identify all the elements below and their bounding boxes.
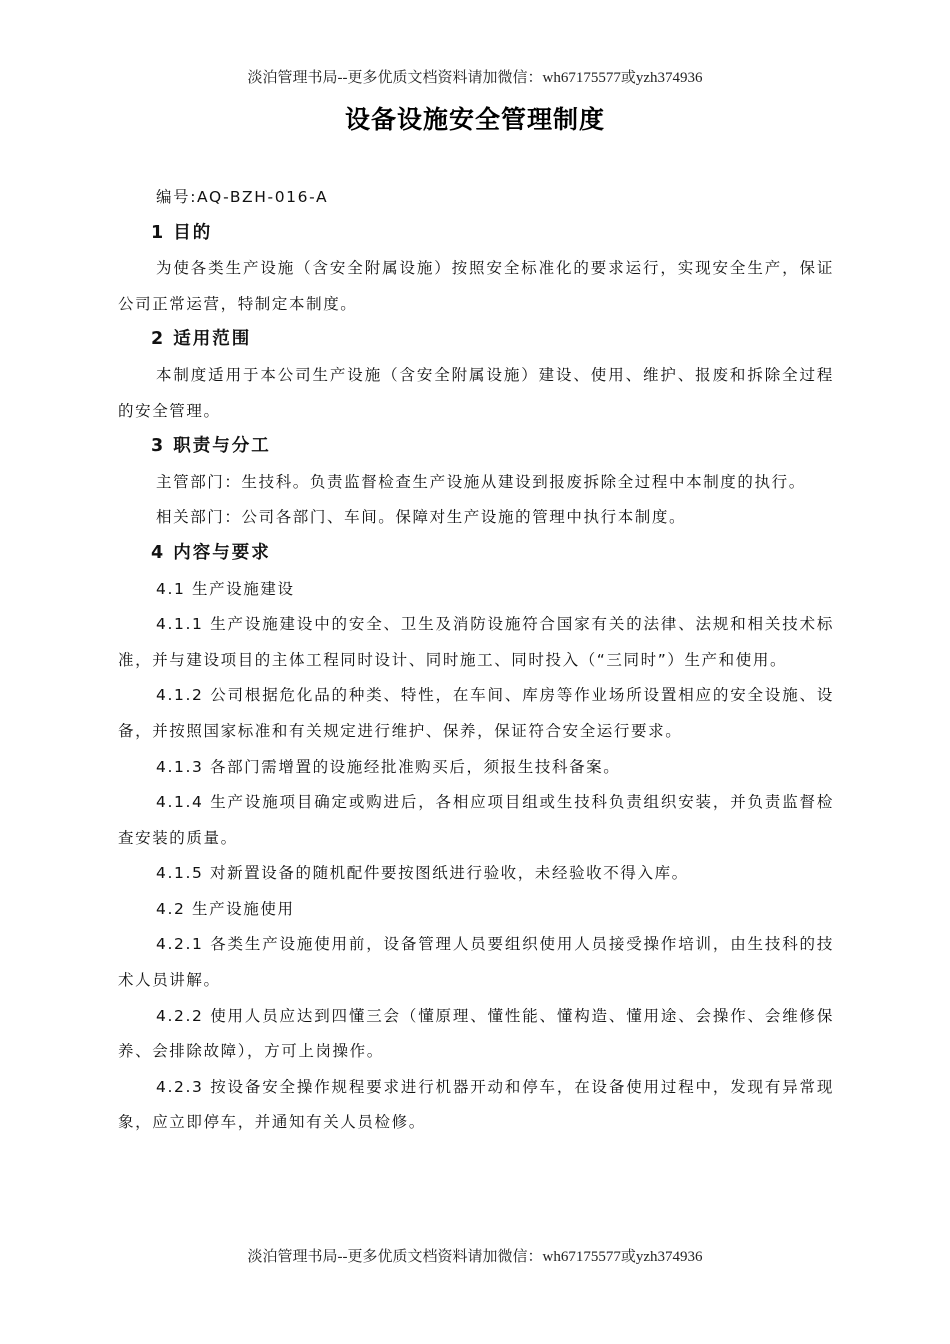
clause-paragraph: 4.2.2 使用人员应达到四懂三会（懂原理、懂性能、懂构造、懂用途、会操作、会维修保养、会排除故障），方可上岗操作。	[118, 1006, 834, 1061]
clause-paragraph: 4.1.3 各部门需增置的设施经批准购买后，须报生技科备案。	[156, 757, 621, 776]
page-header: 淡泊管理书局--更多优质文档资料请加微信：wh67175577或yzh374936	[247, 70, 703, 86]
paragraph: 主管部门：生技科。负责监督检查生产设施从建设到报废拆除全过程中本制度的执行。	[156, 472, 806, 491]
clause-paragraph: 4.2.1 各类生产设施使用前，设备管理人员要组织使用人员接受操作培训，由生技科的技术人员讲解。	[118, 935, 834, 990]
section-heading-scope: 2 适用范围	[151, 329, 252, 350]
document-number: 编号:AQ-BZH-016-A	[156, 188, 329, 206]
subsection-heading: 4.1 生产设施建设	[156, 579, 295, 598]
paragraph: 相关部门：公司各部门、车间。保障对生产设施的管理中执行本制度。	[156, 508, 687, 527]
page-footer: 淡泊管理书局--更多优质文档资料请加微信：wh67175577或yzh374936	[247, 1249, 703, 1265]
clause-paragraph: 4.1.1 生产设施建设中的安全、卫生及消防设施符合国家有关的法律、法规和相关技术标准，并与建设项目的主体工程同时设计、同时施工、同时投入（“三同时”）生产和使用。	[118, 615, 834, 669]
document-body	[118, 180, 834, 1141]
clause-paragraph: 4.1.4 生产设施项目确定或购进后，各相应项目组或生技科负责组织安装，并负责监督检查安装的质量。	[118, 793, 834, 847]
document-title: 设备设施安全管理制度	[344, 105, 605, 134]
clause-paragraph: 4.2.3 按设备安全操作规程要求进行机器开动和停车，在设备使用过程中，发现有异常现象，应立即停车，并通知有关人员检修。	[118, 1077, 834, 1132]
section-heading-responsibilities: 3 职责与分工	[151, 436, 271, 457]
section-heading-purpose: 1 目的	[151, 222, 213, 243]
subsection-heading: 4.2 生产设施使用	[156, 899, 295, 918]
section-heading-requirements: 4 内容与要求	[151, 542, 271, 563]
paragraph: 本制度适用于本公司生产设施（含安全附属设施）建设、使用、维护、报废和拆除全过程的安全管理。	[118, 365, 834, 420]
clause-paragraph: 4.1.5 对新置设备的随机配件要按图纸进行验收，未经验收不得入库。	[156, 864, 689, 883]
clause-paragraph: 4.1.2 公司根据危化品的种类、特性，在车间、库房等作业场所设置相应的安全设施、设备，并按照国家标准和有关规定进行维护、保养，保证符合安全运行要求。	[118, 686, 834, 740]
paragraph: 为使各类生产设施（含安全附属设施）按照安全标准化的要求运行，实现安全生产，保证公司正常运营，特制定本制度。	[118, 259, 834, 313]
